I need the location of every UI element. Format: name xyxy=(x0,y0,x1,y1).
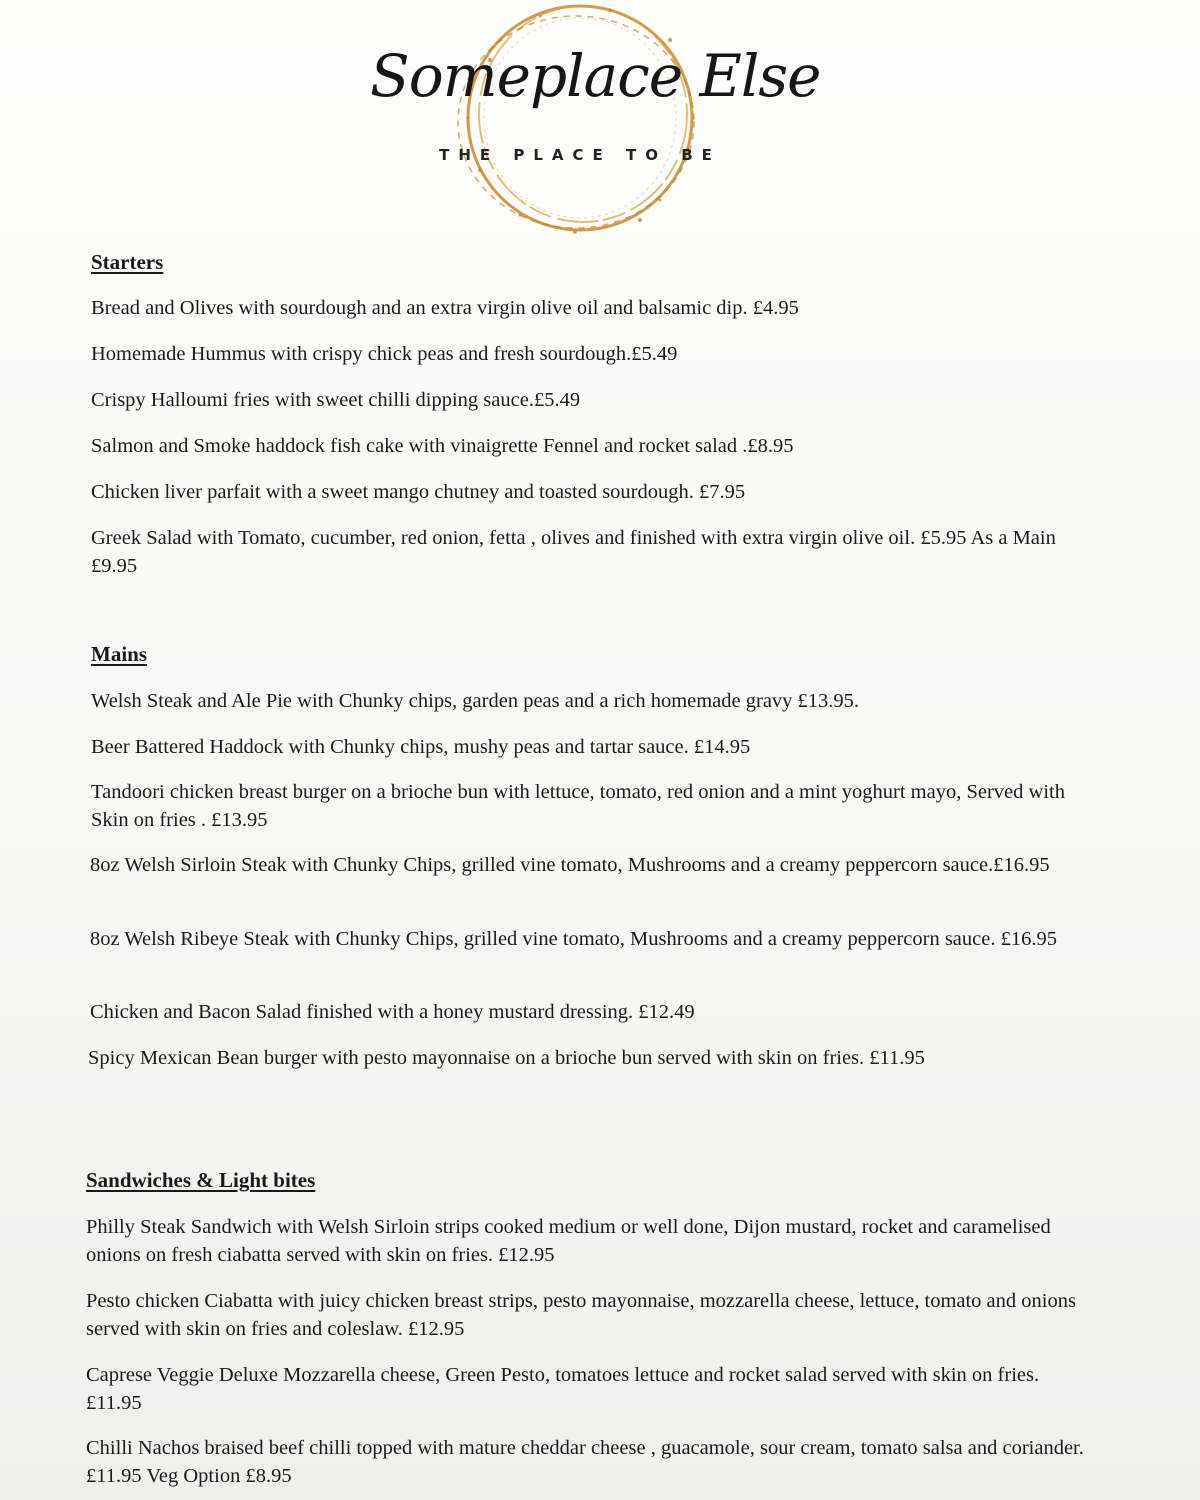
menu-item: Greek Salad with Tomato, cucumber, red onion, fetta , olives and finished with extra virgin olive oil. £5.95 As a Main £9.95 xyxy=(91,527,1056,577)
menu-item: Tandoori chicken breast burger on a brioche bun with lettuce, tomato, red onion and a mint yoghurt mayo, Served with Skin on fries . £13.95 xyxy=(91,781,1065,831)
gold-ring-emblem xyxy=(370,0,821,250)
section-title-sandwiches: Sandwiches & Light bites xyxy=(86,1168,316,1192)
menu-item: Beer Battered Haddock with Chunky chips, mushy peas and tartar sauce. £14.95 xyxy=(91,736,751,758)
menu-item: Pesto chicken Ciabatta with juicy chicken breast strips, pesto mayonnaise, mozzarella cheese, lettuce, tomato and onions served with skin on fries and coleslaw. £12.95 xyxy=(86,1290,1076,1340)
section-title-mains: Mains xyxy=(91,642,148,666)
menu-item: 8oz Welsh Sirloin Steak with Chunky Chips, grilled vine tomato, Mushrooms and a creamy peppercorn sauce.£16.95 xyxy=(90,854,1050,876)
menu-item: Welsh Steak and Ale Pie with Chunky chips, garden peas and a rich homemade gravy £13.95. xyxy=(91,690,860,712)
logo-tagline: THE PLACE TO BE xyxy=(439,146,721,164)
menu-item: Crispy Halloumi fries with sweet chilli dipping sauce.£5.49 xyxy=(91,389,581,411)
restaurant-logo xyxy=(370,0,821,250)
menu-item: Homemade Hummus with crispy chick peas and fresh sourdough.£5.49 xyxy=(91,343,678,365)
section-title-starters: Starters xyxy=(91,250,164,274)
menu-item: 8oz Welsh Ribeye Steak with Chunky Chips, grilled vine tomato, Mushrooms and a creamy peppercorn sauce. £16.95 xyxy=(90,928,1057,950)
menu-item: Chicken liver parfait with a sweet mango chutney and toasted sourdough. £7.95 xyxy=(91,481,746,503)
menu-item: Philly Steak Sandwich with Welsh Sirloin strips cooked medium or well done, Dijon mustard, rocket and caramelised onions on fresh ciabatta served with skin on fries. £12.95 xyxy=(86,1216,1051,1266)
menu-item: Spicy Mexican Bean burger with pesto mayonnaise on a brioche bun served with skin on fries. £11.95 xyxy=(88,1047,925,1069)
menu-item: Chicken and Bacon Salad finished with a honey mustard dressing. £12.49 xyxy=(90,1001,695,1023)
menu-item: Salmon and Smoke haddock fish cake with vinaigrette Fennel and rocket salad .£8.95 xyxy=(91,435,794,457)
menu-item: Chilli Nachos braised beef chilli topped with mature cheddar cheese , guacamole, sour cream, tomato salsa and coriander. £11.95 Veg Option £8.95 xyxy=(86,1437,1084,1487)
logo-title: Someplace Else xyxy=(370,42,821,110)
menu-item: Caprese Veggie Deluxe Mozzarella cheese, Green Pesto, tomatoes lettuce and rocket salad served with skin on fries. £11.95 xyxy=(86,1364,1040,1414)
menu-item: Bread and Olives with sourdough and an extra virgin olive oil and balsamic dip. £4.95 xyxy=(91,297,799,319)
